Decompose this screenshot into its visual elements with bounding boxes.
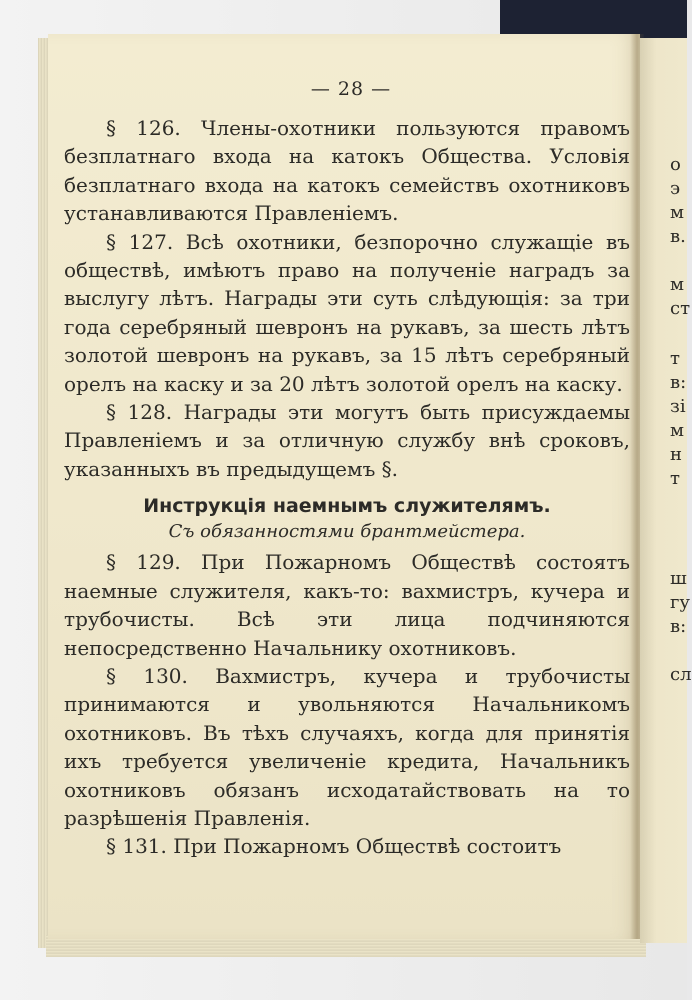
right-fragment: в: [670, 616, 687, 637]
right-fragment: сл [670, 664, 692, 685]
right-fragment: м [670, 202, 685, 223]
right-page [640, 38, 692, 943]
right-fragment: в: [670, 372, 687, 393]
page-number: — 28 — [310, 78, 392, 100]
right-fragment: ст [670, 298, 691, 319]
paragraph-131: § 131. При Пожарномъ Обществѣ состоитъ [106, 834, 562, 859]
right-fragment: т [670, 468, 680, 489]
right-fragment: зі [670, 396, 686, 417]
right-fragment: э [670, 178, 681, 199]
paragraph-130: § 130. Вахмистръ, кучера и трубочисты принимаются и увольняются Начальникомъ охотниковъ. Въ тѣхъ случаяхъ, когда для принятія ихъ требуется увеличеніе кредита, Начальникъ охотниковъ обязанъ исходатайствовать на то разрѣшенія Правленія. [64, 663, 630, 830]
section-subheading: Съ обязанностями брантмейстера. [168, 521, 526, 543]
right-fragment: м [670, 274, 685, 295]
right-fragment: м [670, 420, 685, 441]
right-fragment: т [670, 348, 680, 369]
section-heading: Инструкція наемнымъ служителямъ. [143, 495, 551, 518]
paragraph-127: § 127. Всѣ охотники, безпорочно служащіе въ обществѣ, имѣютъ право на полученіе наградъ за выслугу лѣтъ. Награды эти суть слѣдующія: за три года серебряный шевронъ на рукавъ, за шесть лѣтъ золотой шевронъ на рукавъ, за 15 лѣтъ серебряный орелъ на каску и за 20 лѣтъ золотой орелъ на каску. [64, 229, 630, 396]
page-text [64, 78, 630, 861]
right-fragment: гу [670, 592, 691, 613]
right-fragment: ш [670, 568, 687, 589]
paragraph-126: § 126. Члены-охотники пользуются правомъ безплатнаго входа на катокъ Общества. Условія безплатнаго входа на катокъ семействъ охотниковъ устанавливаются Правленіемъ. [64, 116, 630, 226]
right-fragment: о [670, 154, 681, 175]
right-fragment: в. [670, 226, 686, 247]
paragraph-128: § 128. Награды эти могутъ быть присуждаемы Правленіемъ и за отличную службу внѣ сроковъ, указанныхъ въ предыдущемъ §. [64, 400, 630, 481]
paragraph-129: § 129. При Пожарномъ Обществѣ состоятъ наемные служителя, какъ-то: вахмистръ, кучера и трубочисты. Всѣ эти лица подчиняются непосредственно Начальнику охотниковъ. [64, 550, 630, 660]
right-fragment: н [670, 444, 682, 465]
